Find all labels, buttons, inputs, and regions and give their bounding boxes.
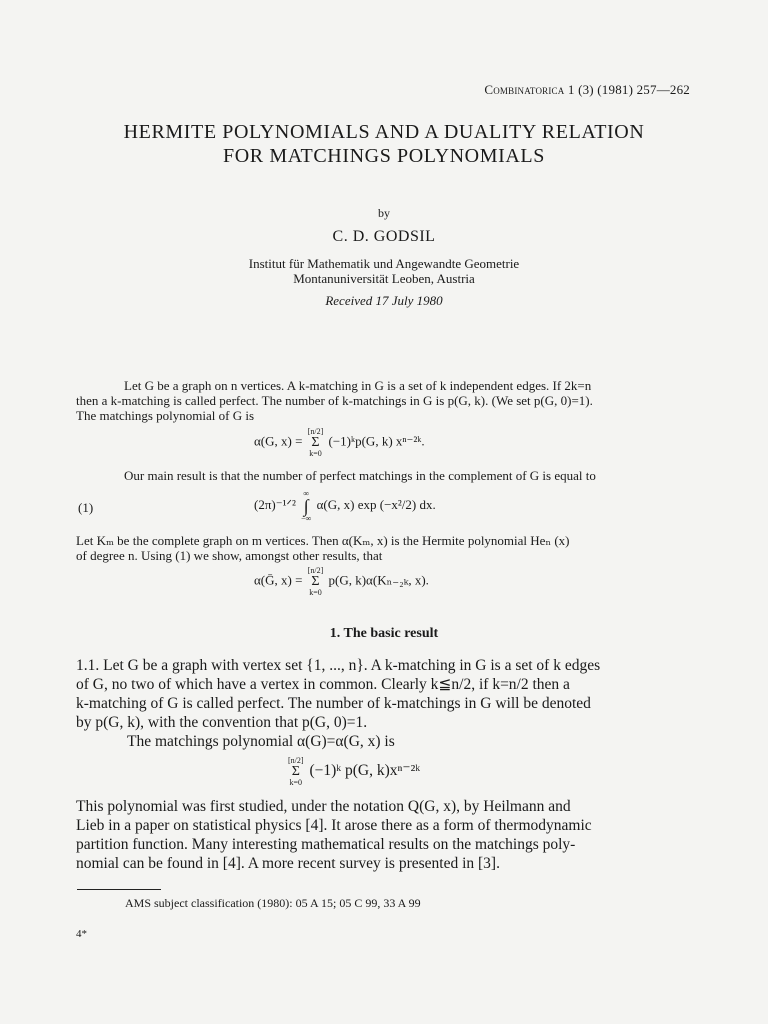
eq2-rhs: α(G, x) exp (−x²/2) dx.: [316, 496, 436, 512]
eq1-rhs: (−1)ᵏp(G, k) xⁿ⁻²ᵏ.: [328, 433, 425, 449]
eq4-sum-upper: [n/2]: [288, 756, 304, 765]
equation-matchings-polynomial: [254, 427, 425, 458]
paper-title-line1: HERMITE POLYNOMIALS AND A DUALITY RELATION: [123, 121, 645, 143]
affiliation-line2: Montanuniversität Leoben, Austria: [293, 271, 475, 286]
affiliation-line1: Institut für Mathematik und Angewandte Geometrie: [248, 256, 520, 271]
author-name: C. D. GODSIL: [332, 228, 436, 245]
eq2-lhs: (2π)⁻¹ᐟ²: [254, 496, 296, 512]
summation-symbol: [n/2] Σ k=0: [307, 427, 324, 458]
eq2-int-lower: −∞: [301, 514, 312, 523]
body-line3: k-matching of G is called perfect. The number of k-matchings in G will be denoted: [76, 695, 591, 712]
page-mark: 4*: [76, 928, 87, 940]
abstract-line3: The matchings polynomial of G is: [76, 408, 255, 423]
eq3-sum-lower: k=0: [309, 588, 322, 597]
eq3-rhs: p(G, k)α(Kₙ₋₂ₖ, x).: [328, 572, 429, 588]
footnote-rule: [77, 889, 161, 890]
eq1-lhs: α(G, x) =: [254, 433, 303, 449]
eq4-sum-lower: k=0: [289, 778, 303, 787]
abstract-line1: Let G be a graph on n vertices. A k-matching in G is a set of k independent edges. If 2k=n: [124, 378, 592, 393]
eq1-sum-upper: [n/2]: [307, 427, 324, 436]
body-line4: by p(G, k), with the convention that p(G, 0)=1.: [76, 714, 368, 731]
journal-citation: [484, 82, 690, 98]
eq3-lhs: α(Ḡ, x) =: [254, 572, 303, 588]
equation-integral: [254, 489, 436, 523]
paper-title-line2: FOR MATCHINGS POLYNOMIALS: [223, 145, 545, 167]
journal-name: Combinatorica: [484, 82, 565, 97]
abstract-hermite-line1: Let Kₘ be the complete graph on m vertices. Then α(Kₘ, x) is the Hermite polynomial Heₙ (x): [76, 533, 570, 548]
integral-symbol: ∞ ∫ −∞: [301, 489, 312, 523]
eq1-sum-lower: k=0: [309, 449, 322, 458]
eq3-sum-upper: [n/2]: [307, 566, 324, 575]
received-date: Received 17 July 1980: [325, 293, 443, 308]
equation-matchings-sum: [286, 756, 420, 787]
eq2-int-upper: ∞: [303, 489, 310, 498]
by-label: by: [378, 206, 390, 220]
body-line7: Lieb in a paper on statistical physics [4]. It arose there as a form of thermodynamic: [76, 817, 592, 834]
body-line8: partition function. Many interesting mathematical results on the matchings poly-: [76, 836, 576, 853]
body-line5: The matchings polynomial α(G)=α(G, x) is: [127, 733, 395, 750]
abstract-main-result: Our main result is that the number of perfect matchings in the complement of G is equal to: [124, 468, 596, 483]
section-heading: 1. The basic result: [329, 626, 439, 641]
eq4-rhs: (−1)ᵏ p(G, k)xⁿ⁻²ᵏ: [309, 762, 421, 780]
equation-1-label: (1): [78, 500, 94, 515]
footnote-text: AMS subject classification (1980): 05 A 15; 05 C 99, 33 A 99: [125, 896, 421, 910]
body-line6: This polynomial was first studied, under the notation Q(G, x), by Heilmann and: [76, 798, 571, 815]
body-line2: of G, no two of which have a vertex in common. Clearly k≦n/2, if k=n/2 then a: [76, 676, 570, 693]
body-line9: nomial can be found in [4]. A more recent survey is presented in [3].: [76, 855, 500, 872]
abstract-hermite-line2: of degree n. Using (1) we show, amongst other results, that: [76, 548, 383, 563]
abstract-line2: then a k-matching is called perfect. The number of k-matchings in G is p(G, k). (We set p(G, 0)=1).: [76, 393, 593, 408]
body-line1: 1.1. Let G be a graph with vertex set {1, ..., n}. A k-matching in G is a set of k edges: [76, 657, 601, 674]
journal-volume: 1 (3) (1981) 257—262: [567, 82, 690, 97]
summation-symbol: [n/2] Σ k=0: [307, 566, 324, 597]
summation-symbol: [n/2] Σ k=0: [288, 756, 304, 787]
equation-duality: [254, 566, 429, 597]
